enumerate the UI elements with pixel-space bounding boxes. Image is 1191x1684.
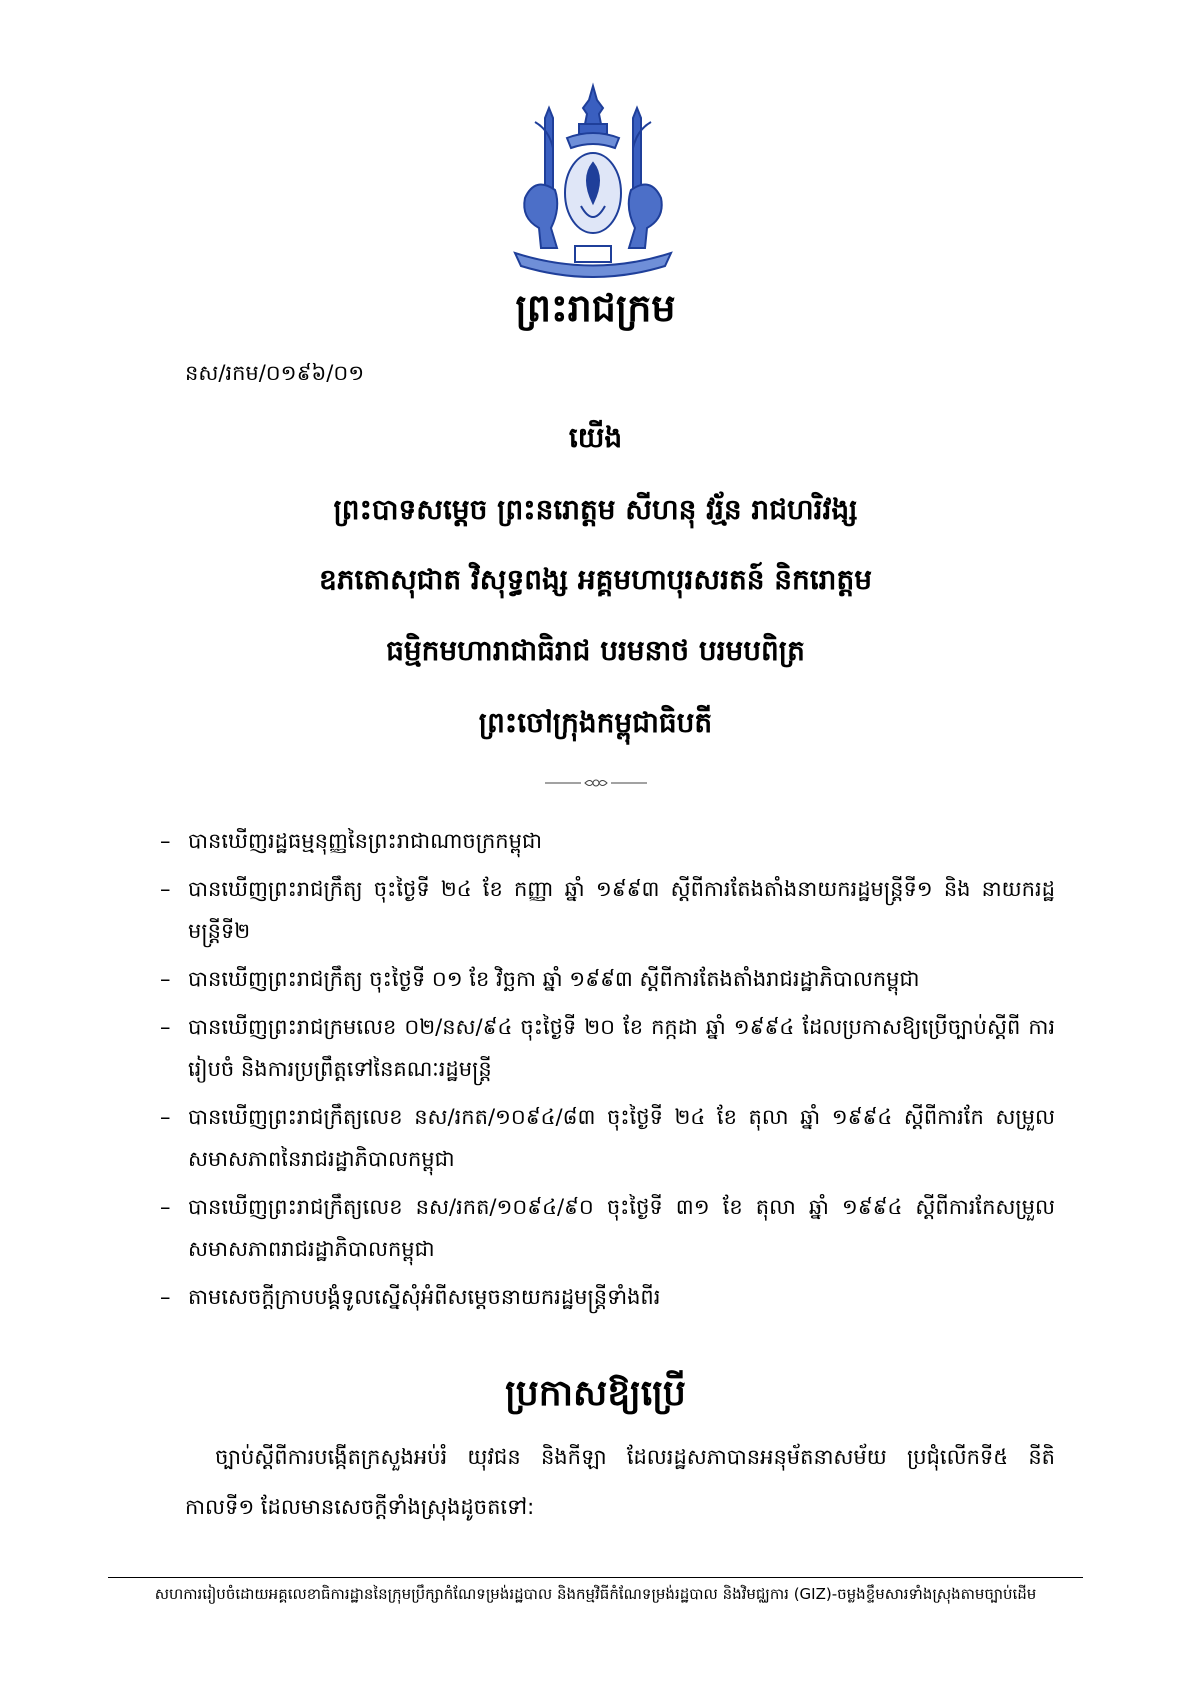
clause-text: បានឃើញរដ្ឋធម្មនុញ្ញនៃព្រះរាជាណាចក្រកម្ពុជា — [188, 829, 542, 853]
clause-text: បានឃើញព្រះរាជក្រឹត្យលេខ នស/រកត/១០៩៤/៩០ ចុះថ្ងៃទី ៣១ ខែ តុលា ឆ្នាំ ១៩៩៤ ស្តីពីការកែសម្រួល សមាសភាពរាជរដ្ឋាភិបាលកម្ពុជា — [188, 1195, 1055, 1261]
clause-text: បានឃើញព្រះរាជក្រឹត្យ ចុះថ្ងៃទី ០១ ខែ វិច្ឆកា ឆ្នាំ ១៩៩៣ ស្តីពីការតែងតាំងរាជរដ្ឋាភិបាលកម្ពុជា — [188, 967, 920, 991]
clause-marker: – — [160, 1195, 171, 1219]
clause-marker: – — [160, 829, 171, 853]
clause-marker: – — [160, 1285, 171, 1309]
monarch-title-line-2: ឧភតោសុជាត វិសុទ្ធពង្ស អគ្គមហាបុរសរតន៍ និករោត្តម — [318, 563, 872, 596]
footer-note: សហការរៀបចំដោយអគ្គលេខាធិការដ្ឋាននៃក្រុមប្រឹក្សាកំណែទម្រង់រដ្ឋបាល និងកម្មវិធីកំណែទម្រង់រដ្ឋបាល និងវិមជ្ឈការ (GIZ)-ចម្លងខ្ទឹមសារទាំងស្រុងតាមច្បាប់ដើម — [154, 1585, 1037, 1603]
reference-number: នស/រកម/០១៩៦/០១ — [185, 361, 365, 385]
document-title: ព្រះរាជក្រម — [515, 286, 676, 330]
list-item — [160, 1006, 1055, 1090]
list-item — [160, 868, 1055, 952]
list-item — [160, 820, 1055, 862]
clause-text: បានឃើញព្រះរាជក្រឹត្យ ចុះថ្ងៃទី ២៤ ខែ កញ្ញា ឆ្នាំ ១៩៩៣ ស្តីពីការតែងតាំងនាយករដ្ឋមន្ត្រីទី១ និង នាយករដ្ឋមន្ត្រីទី២ — [188, 877, 1055, 943]
clause-marker: – — [160, 877, 171, 901]
clause-text: តាមសេចក្តីក្រាបបង្គំទូលស្នើសុំអំពីសម្តេចនាយករដ្ឋមន្ត្រីទាំងពីរ — [188, 1285, 661, 1309]
clause-marker: – — [160, 1105, 171, 1129]
clause-text: បានឃើញព្រះរាជក្រមលេខ ០២/នស/៩៤ ចុះថ្ងៃទី ២០ ខែ កក្កដា ឆ្នាំ ១៩៩៤ ដែលប្រកាសឱ្យប្រើច្បាប់ស្តីពី ការរៀបចំ និងការប្រព្រឹត្តទៅនៃគណៈរដ្ឋមន្ត្រី — [188, 1015, 1055, 1081]
monarch-title-line-4: ព្រះចៅក្រុងកម្ពុជាធិបតី — [478, 706, 713, 739]
list-item — [160, 1096, 1055, 1180]
list-item — [160, 1276, 1055, 1318]
royal-coat-of-arms-icon — [505, 78, 681, 278]
monarch-title-line-1: ព្រះបាទសម្តេច ព្រះនរោត្តម សីហនុ វរ្ម័ន រាជហរិវង្ស — [333, 493, 858, 526]
clause-marker: – — [160, 1015, 171, 1039]
clause-marker: – — [160, 967, 171, 991]
list-item — [160, 958, 1055, 1000]
footer-divider — [108, 1577, 1083, 1578]
clause-list — [160, 820, 1055, 1324]
monarch-title-line-3: ធម្មិកមហារាជាធិរាជ បរមនាថ បរមបពិត្រ — [386, 634, 805, 667]
clause-text: បានឃើញព្រះរាជក្រឹត្យលេខ នស/រកត/១០៩៤/៨៣ ចុះថ្ងៃទី ២៤ ខែ តុលា ឆ្នាំ ១៩៩៤ ស្តីពីការកែ សម្រួលសមាសភាពនៃរាជរដ្ឋាភិបាលកម្ពុជា — [188, 1105, 1055, 1171]
intro-paragraph: ច្បាប់ស្តីពីការបង្កើតក្រសួងអប់រំ យុវជន និងកីឡា ដែលរដ្ឋសភាបានអនុម័តនាសម័យ ប្រជុំលើកទី៥ នីតិកាលទី១ ដែលមានសេចក្តីទាំងស្រុងដូចតទៅ: — [185, 1445, 1055, 1519]
promulgate-heading: ប្រកាសឱ្យប្រើ — [505, 1373, 686, 1414]
ornamental-divider-icon — [545, 776, 647, 790]
we-heading: យើង — [568, 421, 623, 454]
list-item — [160, 1186, 1055, 1270]
